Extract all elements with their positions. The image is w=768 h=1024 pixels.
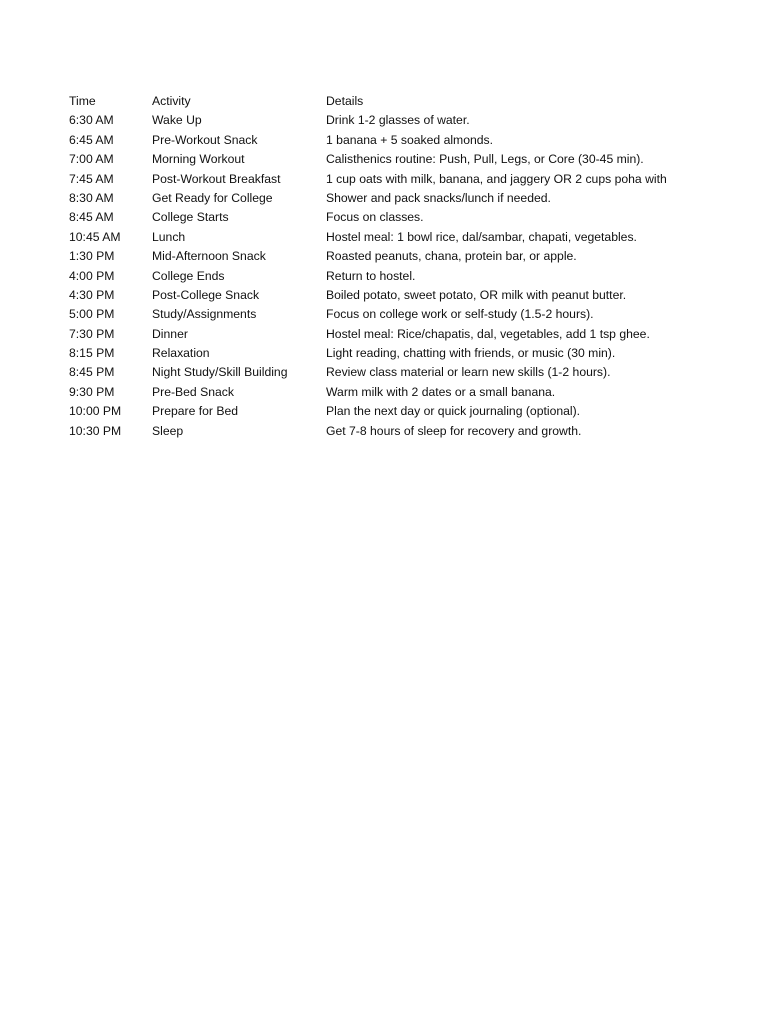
details-cell: Boiled potato, sweet potato, OR milk with peanut butter. [326, 287, 627, 302]
time-cell: 7:00 AM [69, 152, 114, 167]
activity-cell: Lunch [152, 229, 186, 244]
time-cell: 8:45 PM [69, 365, 115, 380]
details-cell: Warm milk with 2 dates or a small banana. [326, 384, 556, 399]
schedule-table [69, 92, 674, 441]
activity-cell: Post-College Snack [152, 287, 260, 302]
activity-cell: Relaxation [152, 346, 210, 361]
activity-cell: College Starts [152, 210, 229, 225]
table-row [69, 131, 674, 150]
activity-cell: Post-Workout Breakfast [152, 171, 281, 186]
details-cell: Hostel meal: Rice/chapatis, dal, vegetables, add 1 tsp ghee. [326, 326, 650, 341]
time-cell: 7:30 PM [69, 326, 115, 341]
details-cell: Light reading, chatting with friends, or music (30 min). [326, 346, 616, 361]
table-row [69, 363, 674, 382]
details-cell: Get 7-8 hours of sleep for recovery and growth. [326, 423, 582, 438]
details-cell: Return to hostel. [326, 268, 416, 283]
time-cell: 4:30 PM [69, 287, 115, 302]
table-row [69, 170, 674, 189]
time-cell: 8:15 PM [69, 346, 115, 361]
activity-cell: Wake Up [152, 113, 202, 128]
table-row [69, 228, 674, 247]
table-row [69, 150, 674, 169]
time-cell: 6:30 AM [69, 113, 114, 128]
details-cell: Drink 1-2 glasses of water. [326, 113, 470, 128]
details-cell: 1 cup oats with milk, banana, and jaggery OR 2 cups poha with [326, 171, 667, 186]
activity-cell: Dinner [152, 326, 188, 341]
time-cell: 1:30 PM [69, 249, 115, 264]
time-cell: 8:45 AM [69, 210, 114, 225]
activity-cell: Morning Workout [152, 152, 245, 167]
time-cell: 7:45 AM [69, 171, 114, 186]
table-row [69, 305, 674, 324]
table-row [69, 402, 674, 421]
time-cell: 10:45 AM [69, 229, 121, 244]
table-row [69, 208, 674, 227]
table-row [69, 325, 674, 344]
details-cell: Shower and pack snacks/lunch if needed. [326, 190, 551, 205]
time-cell: 8:30 AM [69, 190, 114, 205]
table-row [69, 422, 674, 441]
activity-cell: Get Ready for College [152, 190, 273, 205]
activity-cell: Sleep [152, 423, 184, 438]
table-row [69, 286, 674, 305]
time-cell: 9:30 PM [69, 384, 115, 399]
table-row [69, 111, 674, 130]
details-cell: Focus on classes. [326, 210, 424, 225]
time-cell: 10:00 PM [69, 404, 122, 419]
table-row [69, 383, 674, 402]
details-cell: Plan the next day or quick journaling (optional). [326, 404, 581, 419]
details-cell: 1 banana + 5 soaked almonds. [326, 132, 494, 147]
table-row [69, 247, 674, 266]
time-cell: 4:00 PM [69, 268, 115, 283]
header-activity: Activity [152, 94, 191, 108]
table-row [69, 267, 674, 286]
details-cell: Calisthenics routine: Push, Pull, Legs, or Core (30-45 min). [326, 152, 644, 167]
header-time: Time [69, 94, 96, 108]
time-cell: 5:00 PM [69, 307, 115, 322]
details-cell: Hostel meal: 1 bowl rice, dal/sambar, chapati, vegetables. [326, 229, 637, 244]
time-cell: 6:45 AM [69, 132, 114, 147]
time-cell: 10:30 PM [69, 423, 122, 438]
header-row [69, 92, 674, 111]
activity-cell: Pre-Workout Snack [152, 132, 258, 147]
activity-cell: Prepare for Bed [152, 404, 239, 419]
activity-cell: College Ends [152, 268, 225, 283]
header-details: Details [326, 94, 364, 108]
details-cell: Roasted peanuts, chana, protein bar, or apple. [326, 249, 577, 264]
activity-cell: Study/Assignments [152, 307, 257, 322]
table-row [69, 344, 674, 363]
activity-cell: Pre-Bed Snack [152, 384, 234, 399]
details-cell: Review class material or learn new skills (1-2 hours). [326, 365, 611, 380]
activity-cell: Mid-Afternoon Snack [152, 249, 266, 264]
details-cell: Focus on college work or self-study (1.5-2 hours). [326, 307, 594, 322]
activity-cell: Night Study/Skill Building [152, 365, 288, 380]
table-row [69, 189, 674, 208]
